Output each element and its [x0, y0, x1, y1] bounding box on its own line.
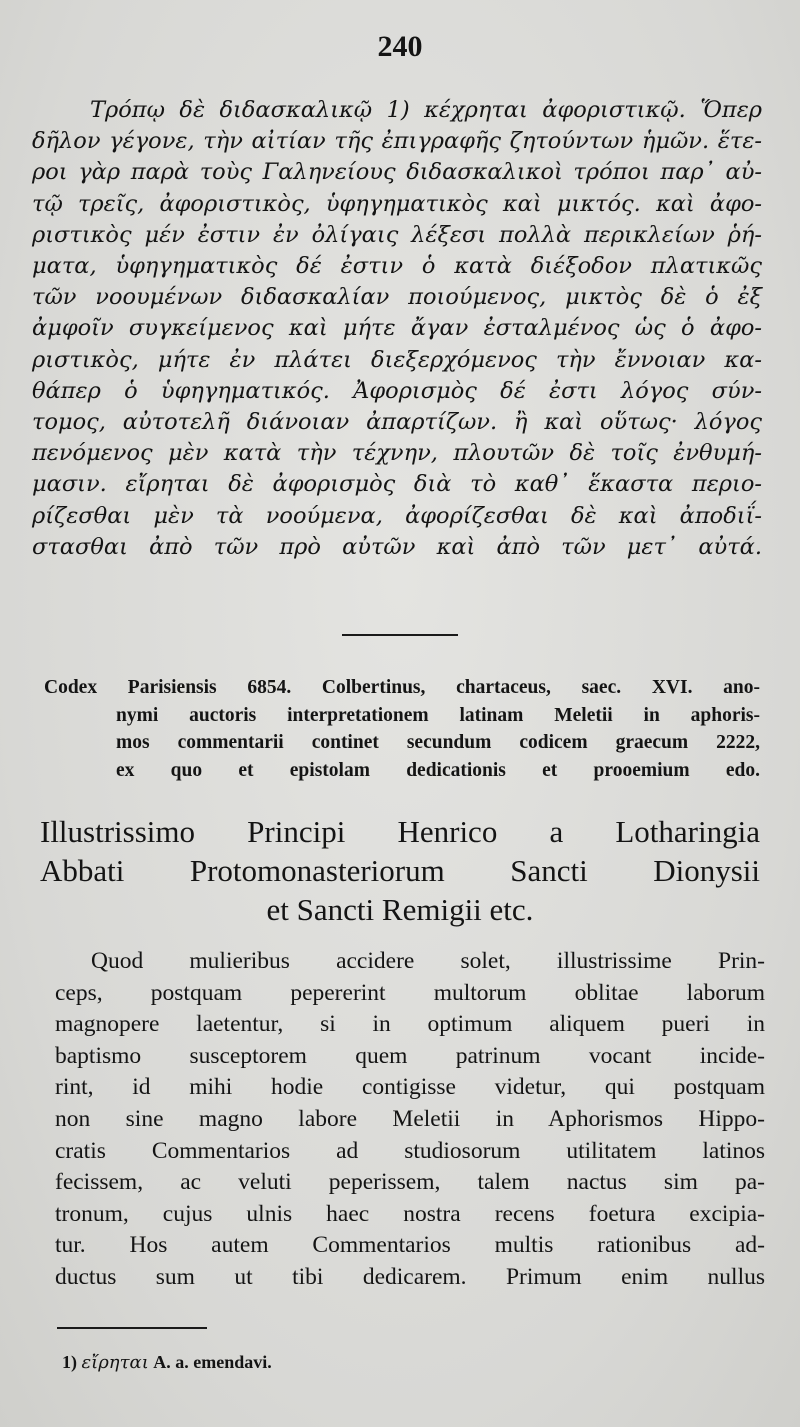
greek-line: δῆλον γέγονε, τὴν αἰτίαν τῆς ἐπιγραφῆς ζητούντων ἡμῶν. ἕτε- — [32, 128, 762, 155]
greek-line: τομος, αὐτοτελῆ διάνοιαν ἀπαρτίζων. ἢ καὶ οὕτως· λόγος — [32, 409, 762, 436]
codex-note — [44, 674, 760, 784]
codex-line: mos commentarii continet secundum codicem graecum 2222, — [116, 732, 760, 753]
dedication-line: et Sancti Remigii etc. — [266, 892, 534, 927]
latin-line: ceps, postquam pepererint multorum oblitae laborum — [55, 979, 765, 1006]
greek-line: ροι γὰρ παρὰ τοὺς Γαληνείους διδασκαλικοὶ τρόποι παρ᾽ αὐ- — [32, 159, 762, 186]
greek-line: Τρόπῳ δὲ διδασκαλικῷ 1) κέχρηται ἀφοριστικῷ. Ὅπερ — [90, 97, 762, 123]
latin-line: rint, id mihi hodie contigisse videtur, qui postquam — [55, 1074, 765, 1101]
latin-text-block — [55, 946, 765, 1294]
dedication-heading — [40, 812, 760, 929]
latin-line: baptismo susceptorem quem patrinum vocant incide- — [55, 1042, 765, 1069]
greek-line: μασιν. εἴρηται δὲ ἀφορισμὸς διὰ τὸ καθ᾽ ἕκαστα περιο- — [32, 471, 762, 498]
latin-line: Quod mulieribus accidere solet, illustrissime Prin- — [91, 948, 765, 974]
greek-line: ριστικὸς μέν ἐστιν ἐν ὀλίγαις λέξεσι πολλὰ περικλείων ῥή- — [32, 221, 762, 248]
latin-line: non sine magno labore Meletii in Aphorismos Hippo- — [55, 1105, 765, 1132]
greek-line: πενόμενος μὲν κατὰ τὴν τέχνην, πλουτῶν δὲ τοῖς ἐνθυμή- — [32, 440, 762, 467]
greek-line: ρίζεσθαι μὲν τὰ νοούμενα, ἀφορίζεσθαι δὲ καὶ ἀποδιΐ- — [32, 502, 762, 529]
greek-text-block — [32, 95, 762, 563]
greek-line: ριστικὸς, μήτε ἐν πλάτει διεξερχόμενος τὴν ἔννοιαν κα- — [32, 346, 762, 373]
greek-line: τῶν νοουμένων διδασκαλίαν ποιούμενος, μικτὸς δὲ ὁ ἐξ — [32, 284, 762, 311]
codex-line: ex quo et epistolam dedicationis et prooemium edo. — [116, 759, 760, 781]
greek-line: στασθαι ἀπὸ τῶν πρὸ αὐτῶν καὶ ἀπὸ τῶν μετ᾽ αὐτά. — [32, 533, 762, 560]
latin-line: fecissem, ac veluti peperissem, talem nactus sim pa- — [55, 1169, 765, 1196]
codex-line: nymi auctoris interpretationem latinam Meletii in aphoris- — [116, 704, 760, 726]
page-number: 240 — [377, 30, 423, 63]
footnote-marker: 1) — [62, 1352, 77, 1372]
latin-line: tronum, cujus ulnis haec nostra recens foetura excipia- — [55, 1200, 765, 1227]
dedication-line: Abbati Protomonasteriorum Sancti Dionysii — [40, 853, 760, 888]
latin-line: cratis Commentarios ad studiosorum utilitatem latinos — [55, 1137, 765, 1164]
greek-line: θάπερ ὁ ὑφηγηματικός. Ἀφορισμὸς δέ ἐστι λόγος σύν- — [32, 377, 762, 404]
greek-line: ματα, ὑφηγηματικὸς δέ ἐστιν ὁ κατὰ διέξοδον πλατικῶς — [32, 253, 762, 280]
footnote-divider — [57, 1327, 207, 1329]
section-divider — [342, 634, 458, 636]
footnote-text: A. a. emendavi. — [153, 1352, 272, 1372]
footnote-greek-word: εἴρηται — [81, 1352, 149, 1373]
greek-line: τῷ τρεῖς, ἀφοριστικὸς, ὑφηγηματικὸς καὶ μικτός. καὶ ἀφο- — [32, 190, 762, 217]
footnote — [62, 1350, 272, 1375]
codex-line: Codex Parisiensis 6854. Colbertinus, chartaceus, saec. XVI. ano- — [44, 677, 760, 698]
dedication-line: Illustrissimo Principi Henrico a Lotharingia — [40, 814, 760, 849]
latin-line: tur. Hos autem Commentarios multis rationibus ad- — [55, 1232, 765, 1259]
latin-line: ductus sum ut tibi dedicarem. Primum enim nullus — [55, 1263, 765, 1290]
latin-line: magnopere laetentur, si in optimum aliquem pueri in — [55, 1011, 765, 1038]
greek-line: ἀμφοῖν συγκείμενος καὶ μήτε ἄγαν ἐσταλμένος ὡς ὁ ἀφο- — [32, 315, 762, 342]
